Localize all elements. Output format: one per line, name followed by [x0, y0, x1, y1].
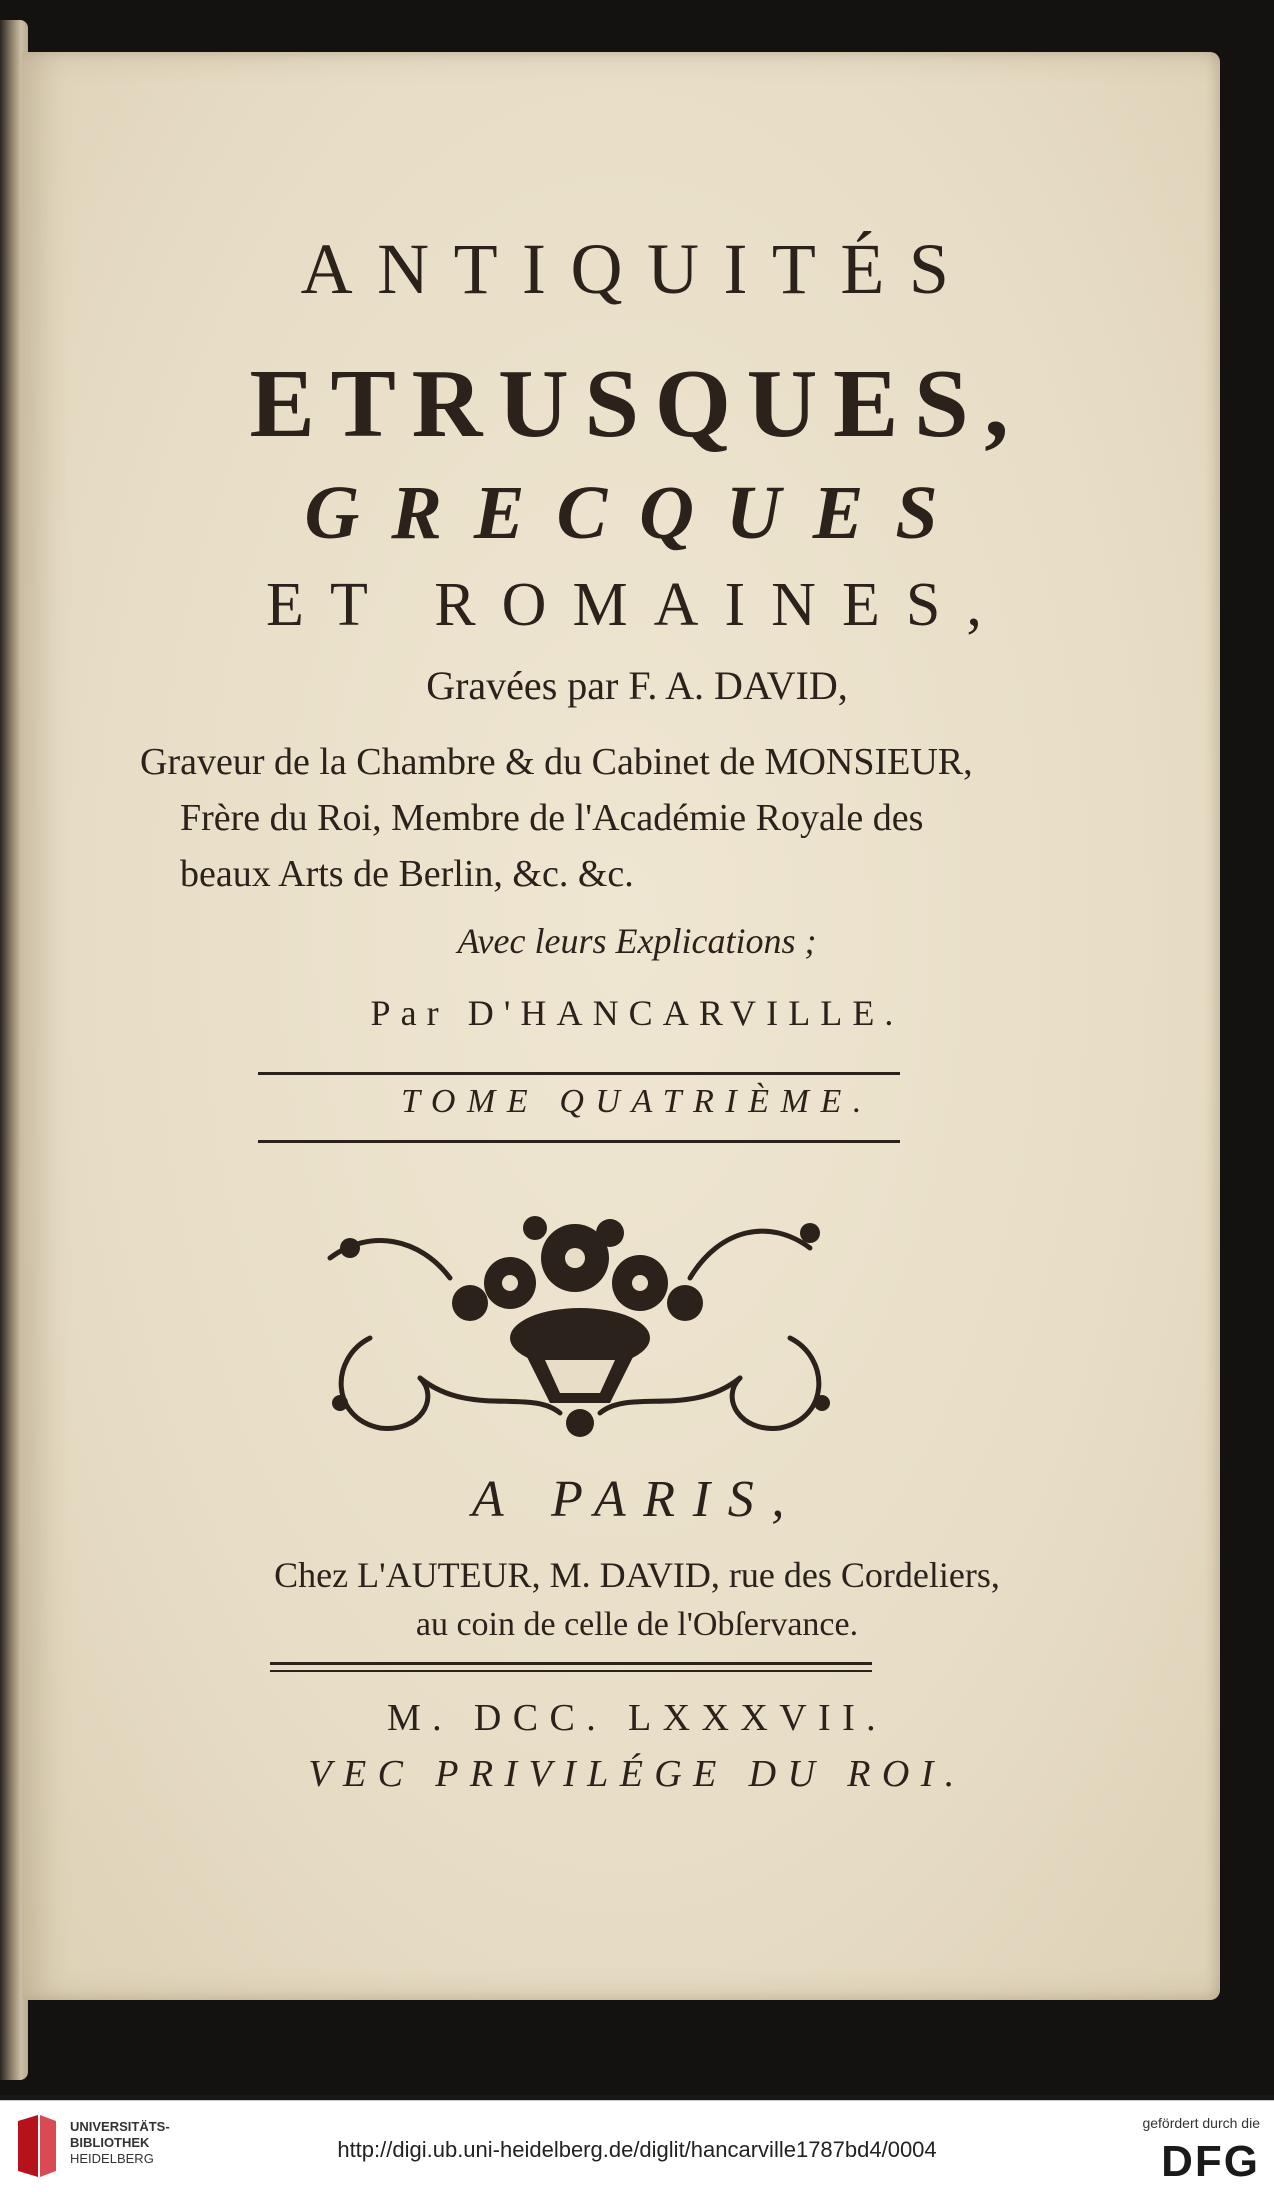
- funding-label: gefördert durch die: [1142, 2115, 1260, 2131]
- library-line-1: UNIVERSITÄTS-: [70, 2119, 170, 2134]
- explications-line: Avec leurs Explications ;: [457, 921, 817, 961]
- basket-ornament-icon: [310, 1188, 850, 1446]
- title-line-3: GRECQUES: [304, 471, 970, 555]
- address-line: au coin de celle de l'Obſervance.: [415, 1606, 859, 1643]
- viewer-footer: [0, 2100, 1274, 2194]
- volume-line: TOME QUATRIÈME.: [401, 1083, 873, 1120]
- title-line-2: ETRUSQUES,: [249, 350, 1025, 458]
- year-line: M. DCC. LXXXVII.: [386, 1697, 888, 1739]
- privilege-line: VEC PRIVILÉGE DU ROI.: [308, 1753, 966, 1795]
- page-url[interactable]: http://digi.ub.uni-heidelberg.de/diglit/hancarville1787bd4/0004: [337, 2137, 937, 2162]
- double-rule-bottom: [270, 1670, 872, 1672]
- double-rule-top: [270, 1662, 872, 1665]
- title-line-1: ANTIQUITÉS: [300, 229, 974, 309]
- library-line-3: HEIDELBERG: [70, 2151, 154, 2166]
- credits-line-2: Frère du Roi, Membre de l'Académie Royale des: [180, 797, 924, 839]
- publisher-line: Chez L'AUTEUR, M. DAVID, rue des Cordeliers,: [274, 1555, 1000, 1595]
- dfg-logo: DFG: [1161, 2137, 1260, 2186]
- title-line-4: ET ROMAINES,: [266, 571, 1008, 639]
- engraver-line: Gravées par F. A. DAVID,: [426, 663, 848, 708]
- author-line: Par D'HANCARVILLE.: [370, 993, 904, 1033]
- city-line: A PARIS,: [471, 1471, 803, 1528]
- rule-top: [258, 1072, 900, 1075]
- rule-bottom: [258, 1140, 900, 1143]
- library-line-2: BIBLIOTHEK: [70, 2135, 150, 2150]
- credits-line-1: Graveur de la Chambre & du Cabinet de MONSIEUR,: [140, 741, 973, 783]
- credits-line-3: beaux Arts de Berlin, &c. &c.: [180, 853, 634, 895]
